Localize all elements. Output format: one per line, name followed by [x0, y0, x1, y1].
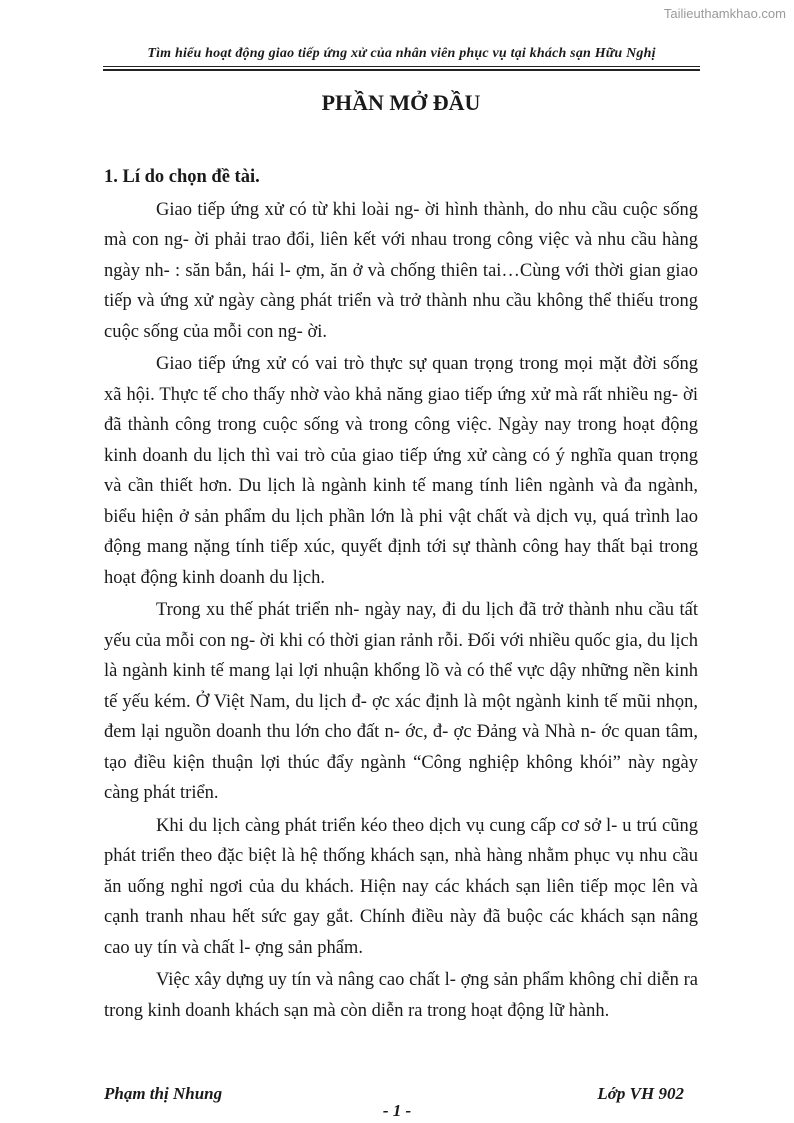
header-rule-thin — [103, 66, 700, 67]
paragraph-2: Giao tiếp ứng xử có vai trò thực sự quan trọng trong mọi mặt đời sống xã hội. Thực tế cho thấy nhờ vào khả năng giao tiếp ứng xử mà rất nhiều ng- ời đã thành công trong cuộc sống và trong công việc. Ngày nay trong hoạt động kinh doanh du lịch thì vai trò của giao tiếp ứng xử càng có ý nghĩa quan trọng và cần thiết hơn. Du lịch là ngành kinh tế mang tính liên ngành và đa ngành, biểu hiện ở sản phẩm du lịch phần lớn là phi vật chất và dịch vụ, quá trình lao động mang nặng tính tiếp xúc, quyết định tới sự thành công hay thất bại trong hoạt động kinh doanh du lịch. — [104, 354, 698, 588]
page-number: - 1 - — [382, 1101, 412, 1120]
header-rule-thick — [103, 69, 700, 71]
paragraph-1: Giao tiếp ứng xử có từ khi loài ng- ời hình thành, do nhu cầu cuộc sống mà con ng- ời phải trao đổi, liên kết với nhau trong công việc và nhu cầu hàng ngày nh- : săn bắn, hái l- ợm, ăn ở và chống thiên tai…Cùng với thời gian giao tiếp và ứng xử ngày càng phát triển và trở thành nhu cầu không thể thiếu trong cuộc sống của mỗi con ng- ời. — [104, 199, 698, 342]
watermark-text: Tailieuthamkhao.com — [663, 6, 786, 21]
section-title: 1. Lí do chọn đề tài. — [104, 167, 260, 187]
footer-author: Phạm thị Nhung — [104, 1084, 223, 1103]
paragraph-5: Việc xây dựng uy tín và nâng cao chất l- ợng sản phẩm không chỉ diễn ra trong kinh doanh khách sạn mà còn diễn ra trong hoạt động lữ hành. — [104, 970, 698, 1021]
document-body — [104, 162, 698, 1028]
running-header: Tìm hiểu hoạt động giao tiếp ứng xử của nhân viên phục vụ tại khách sạn Hữu Nghị — [147, 46, 656, 61]
page-heading: PHẦN MỞ ĐẦU — [321, 90, 481, 115]
paragraph-4: Khi du lịch càng phát triển kéo theo dịch vụ cung cấp cơ sở l- u trú cũng phát triển theo đặc biệt là hệ thống khách sạn, nhà hàng nhằm phục vụ nhu cầu ăn uống nghỉ ngơi của du khách. Hiện nay các khách sạn liên tiếp mọc lên và cạnh tranh nhau hết sức gay gắt. Chính điều này đã buộc các khách sạn nâng cao uy tín và chất l- ợng sản phẩm. — [104, 815, 698, 958]
footer-class: Lớp VH 902 — [597, 1084, 684, 1103]
paragraph-3: Trong xu thế phát triển nh- ngày nay, đi du lịch đã trở thành nhu cầu tất yếu của mỗi con ng- ời khi có thời gian rảnh rỗi. Đối với nhiều quốc gia, du lịch là ngành kinh tế mang lại lợi nhuận khổng lồ và có thể vực dậy những nền kinh tế yếu kém. Ở Việt Nam, du lịch đ- ợc xác định là một ngành kinh tế mũi nhọn, đem lại nguồn doanh thu lớn cho đất n- ớc, đ- ợc Đảng và Nhà n- ớc quan tâm, tạo điều kiện thuận lợi thúc đẩy ngành “Công nghiệp không khói” này ngày càng phát triển. — [104, 600, 698, 803]
